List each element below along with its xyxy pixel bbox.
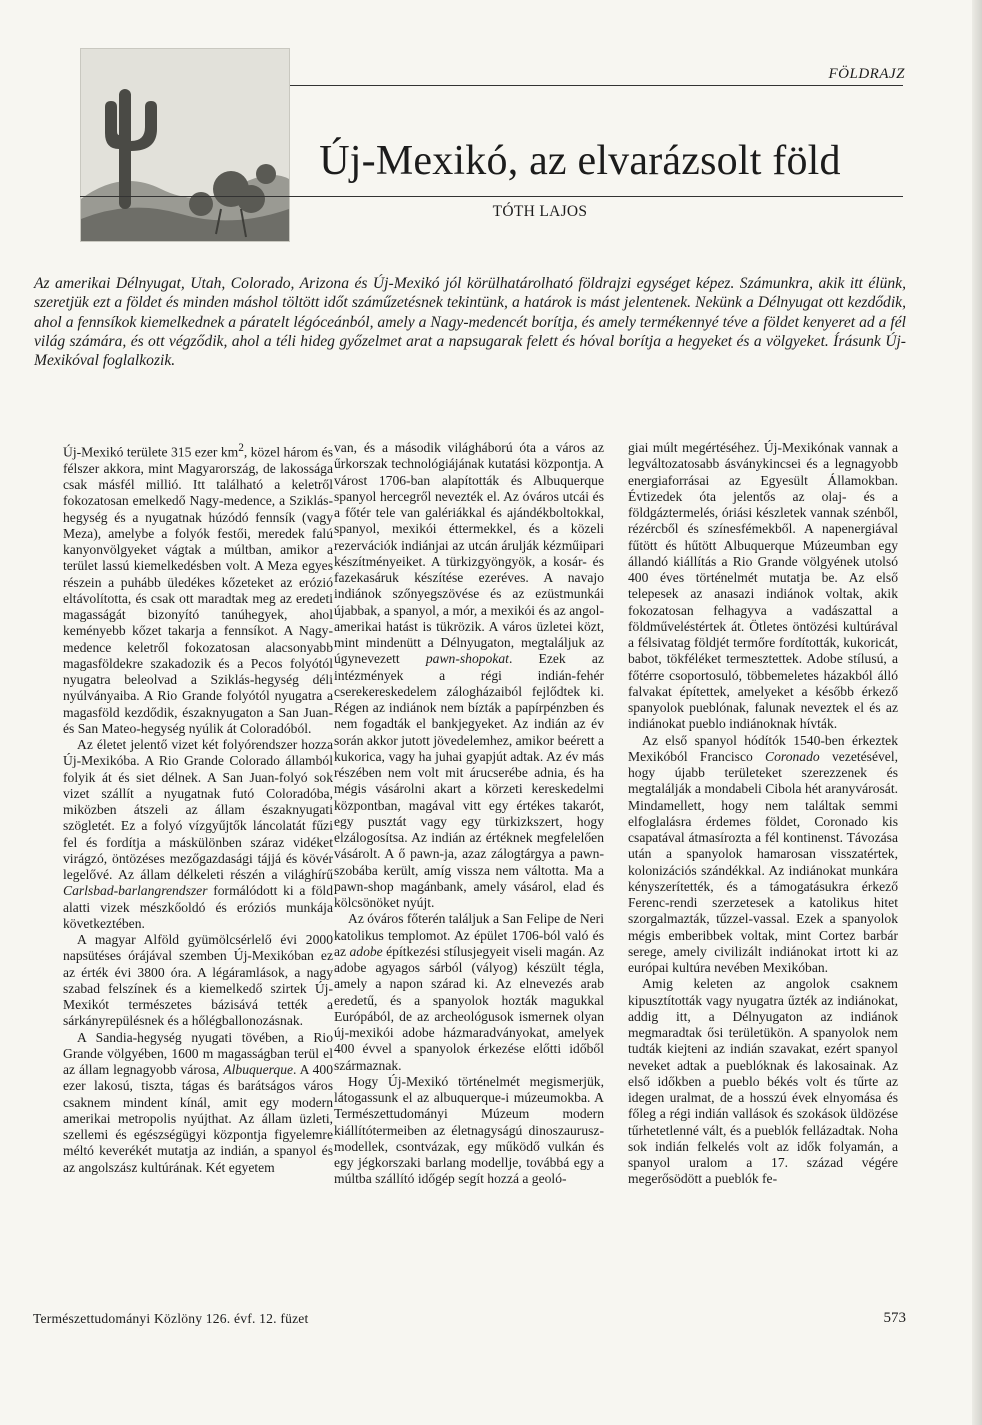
page-edge-shadow <box>972 0 982 1425</box>
saguaro-cactus-photo <box>80 48 290 242</box>
paragraph: A Sandia-hegység nyugati tövében, a Rio Grande völgyében, 1600 m magasságban terül el az állam legnagyobb városa, Albuquerque. A 400 ezer lakosú, tiszta, tágas és barátságos város csaknem mindent kínál, amit egy modern amerikai metropolis nyújthat. Az állam üzleti, szellemi és egészségügyi központja figyelemre méltó keverékét mutatja az indián, a spanyol és az angolszász kultúrának. Két egyetem <box>63 1029 334 1175</box>
paragraph: Az első spanyol hódítók 1540-ben érkeztek Mexikóból Francisco Coronado vezetésével, hogy újabb területeket szerezzenek és megtalálják a mondabeli Cibola hét aranyvárosát. Mindamellett, hogy nem találtak semmi elfoglalásra érdemes földet, Coronado kis csapatával átmasírozta a fél kontinenst. Távozása után a spanyolok hamarosan visszatértek, kolonizációs szándékkal. Az indiánokat munkára kényszerítették, és a támogatásukra érkező Ferenc-rendi szerzetesek a katolikus hitet szorgalmazták, tűzzel-vassal. Ezek a spanyolok mégis emberibbek voltak, mint Cortez barbár serege, amely civilizált indiánokat irtott ki az európai kultúra nevében Mexikóban. <box>628 732 898 975</box>
paragraph: Az óváros főterén találjuk a San Felipe de Neri katolikus templomot. Az épület 1706-ból való és az adobe építkezési stílusjegyeit viseli magán. Az adobe agyagos sárból (vályog) készült tégla, amely a napon szárad ki. Az elnevezés arab eredetű, és a spanyolok hozták magukkal Európából, de az archeológusok ismernek olyan új-mexikói adobe házmaradványokat, amelyek 400 évvel a spanyolok érkezése előtti időből származnak. <box>334 911 604 1073</box>
text-column-2 <box>334 440 604 1188</box>
page-number: 573 <box>883 1310 906 1326</box>
paragraph: Amig keleten az angolok csaknem kipusztították vagy nyugatra űzték az indiánokat, addig itt, a Délnyugaton az indiánok megmaradtak ősi területükön. A spanyolok nem tudták kiejteni az indián szavakat, ezért spanyol neveket adtak a pueblóknak és lakosainak. Az első időkben a pueblo békés volt és tűrte az idegen uralmat, de a hosszú évek elnyomása és főleg a régi indián vallások és szokások üldözése tűrhetetlenné vált, és a pueblók fellázadtak. Noha sok indián felkelés volt az idők folyamán, a spanyol uralom a 17. század végére megerősödött a pueblók fe- <box>628 976 898 1187</box>
paragraph: Hogy Új-Mexikó történelmét megismerjük, látogassunk el az albuquerque-i múzeumokba. A Természettudományi Múzeum modern kiállítótermeiben az életnagyságú dinoszaurusz-modellek, csontvázak, egy működő vulkán és egy jégkorszaki barlang modellje, továbbá egy a múltba szállító időgép segít hozzá a geoló- <box>334 1073 604 1187</box>
section-label: FÖLDRAJZ <box>828 66 905 82</box>
paragraph: van, és a második világháború óta a város az űrkorszak technológiájának kutatási központja. A várost 1706-ban alapították és Albuquerque spanyol hercegről nevezték el. Az óváros utcái és a főtér tele van galériákkal és ajándékboltokkal, spanyol, mexikói éttermekkel, és a közeli rezervációk indiánjai az utcán árulják kézműipari készítményeiket. A türkizgyöngyök, a kosár- és fazekasáruk készítése ezeréves. A navajo indiánok szőnyegszövése és az ezüstmunkái újabbak, a spanyol, a mór, a mexikói és az angol-amerikai hatást is tükrözik. A város üzletei közt, mint mindenütt a Délnyugaton, megtaláljuk az úgynevezett pawn-shopokat. Ezek az intézmények a régi indián-fehér cserekereskedelem zálogházaiból fejlődtek ki. Régen az indiánok nem bízták a papírpénzben és nem fogadták el bankjegyeket. Az indián az év során akkor jutott jövedelemhez, amikor beérett a kukorica, vagy ha juhai gyapjút adtak. Az év más részében nem volt mit árucserébe adnia, és ha mégis vásárolni akart a körzeti kereskedelmi központban, magával vitt egy értékes takarót, egy pusztát vagy egy türkizkszert, hogy elzálogosítsa. Az indián az értéknek megfelelően vásárolt. A ő pawn-ja, azaz zálogtárgya a pawn-szobába került, amíg vissza nem váltotta. Ma a pawn-shop magánbank, amely vásárol, elad és kölcsönöket nyújt. <box>334 440 604 910</box>
article-lead: Az amerikai Délnyugat, Utah, Colorado, Arizona és Új-Mexikó jól körülhatárolható földrajzi egységet képez. Számunkra, akik itt élünk, szeretjük ezt a földet és minden máshol töltött időt száműzetésnek tekintünk, a határok is mást jelentenek. Nekünk a Délnyugat ott kezdődik, ahol a fennsíkok kiemelkednek a páratelt légóceánból, amely a Nagy-medencét borítja, és amely termékennyé téve a földet kenyeret ad a fél világ számára, és ott végződik, ahol a téli hideg győzelmet arat a napsugarak felett és hóval borítja a hegyeket és a völgyeket. Írásunk Új-Mexikóval foglalkozik. <box>34 275 906 370</box>
journal-source: Természettudományi Közlöny 126. évf. 12. füzet <box>33 1311 309 1326</box>
article-author: TÓTH LAJOS <box>492 203 588 220</box>
article-title: Új-Mexikó, az elvarázsolt föld <box>319 138 841 184</box>
paragraph: Az életet jelentő vizet két folyórendszer hozza Új-Mexikóba. A Rio Grande Colorado államból folyik át és siet délnek. A San Juan-folyó sok vizet szállít a nyugatnak futó Coloradóba, miközben átszeli az állam északnyugati szögletét. Ez a folyó vízgyűjtők láncolatát fűzi fel és fordítja a máskülönben száraz vidéket virágzó, öntözéses mezőgazdasági tájjá és kövér legelővé. Az állam délkeleti részén a világhírű Carlsbad-barlangrendszer formálódott ki a föld alatti vizek mészkőoldó és eróziós munkája következtében. <box>63 737 333 931</box>
paragraph: giai múlt megértéséhez. Új-Mexikónak vannak a legváltozatosabb ásványkincsei és a legnagyobb energiaforrásai az Egyesült Államokban. Évtizedek óta jelentős az olaj- és a földgáztermelés, óriási készletek vannak szénből, rézércből és színesfémekből. A napenergiával fűtött és hűtött Albuquerque Múzeumban egy állandó kiállítás a Rio Grande völgyének utolsó 400 éves történelmét mutatja be. Az első telepesek az anasazi indiánok voltak, akik fokozatosan felhagyva a vadászattal a földműveléstértek át. Ötletes öntözési kultúrával a félsivatag földjét termőre fordították, kukoricát, babot, tökféléket termesztettek. Adobe stílusú, a főtérre csoportosuló, többemeletes házakból álló falvakat építettek, amelyeket a később érkező spanyolok pueblónak, falunak neveztek el és az indiánokat pueblo indiánoknak hívták. <box>628 440 898 732</box>
paragraph: Új-Mexikó területe 315 ezer $km^2$, közel három és félszer akkora, mint Magyarország, de lakossága csak másfél millió. Itt található a keletről fokozatosan emelkedő Nagy-medence, a Sziklás-hegység és a nyugatnak húzódó fennsík (vagy Meza), amelybe a folyók festői, meredek falú kanyonvölgyeket vágtak a múltban, amikor a terület lassú kiemelkedésben volt. A Meza egyes részein a puhább üledékes kőzeteket az erózió eltávolította, és csak ott maradtak meg az eredeti magasságát bizonyító tanúhegyek, ahol keményebb kőzet takarja a fennsíkot. A Nagy-medence keletről fokozatosan alacsonyabb magasföldekre szakadozik és a Pecos folyótól nyugatra beleolvad a Sziklás-hegység déli nyúlványaiba. A Rio Grande folyótól nyugatra a magasföld kezdődik, északnyugaton a San Juan- és San Mateo-hegység nyúlik át Coloradóból. <box>63 442 333 736</box>
text-column-3 <box>628 440 898 1188</box>
text-column-1 <box>63 440 333 1176</box>
paragraph: A magyar Alföld gyümölcsérlelő évi 2000 napsütéses órájával szemben Új-Mexikóban ez az érték évi 3800 óra. A légáramlások, a nagy szabad felszínek és a kiemelkedő szirtek Új-Mexikót természetes bázisává tették a sárkányrepülésnek és a hőlégballonozásnak. <box>63 932 333 1029</box>
cactus-illustration <box>81 49 289 241</box>
title-rule <box>80 196 903 197</box>
